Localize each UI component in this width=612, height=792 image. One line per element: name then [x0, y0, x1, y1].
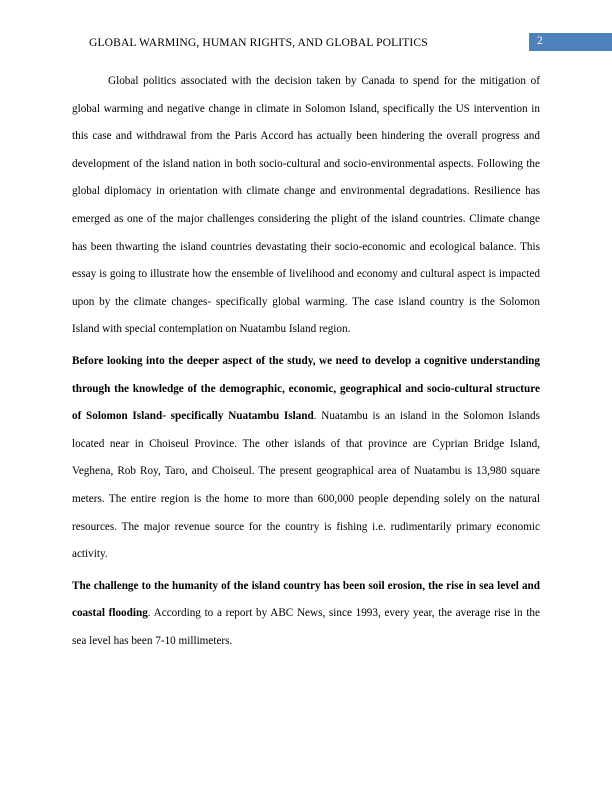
- paragraph-demographics: [72, 348, 540, 569]
- running-head: GLOBAL WARMING, HUMAN RIGHTS, AND GLOBAL POLITICS: [89, 36, 428, 49]
- paragraph-challenges-text: . According to a report by ABC News, since 1993, every year, the average rise in the sea level has been 7-10 millimeters.: [72, 607, 540, 647]
- paragraph-challenges: [72, 573, 540, 656]
- document-body: [72, 68, 540, 655]
- paragraph-demographics-text: . Nuatambu is an island in the Solomon Islands located near in Choiseul Province. The other islands of that province are Cyprian Bridge Island, Veghena, Rob Roy, Taro, and Choiseul. The present geographical area of Nuatambu is 13,980 square meters. The entire region is the home to more than 600,000 people depending solely on the natural resources. The major revenue source for the country is fishing i.e. rudimentarily primary economic activity.: [72, 410, 540, 561]
- paragraph-challenges-lead: The challenge to the humanity of the island country has been soil erosion, the rise in sea level and coastal flooding: [72, 579, 540, 620]
- paragraph-demographics-lead: Before looking into the deeper aspect of the study, we need to develop a cognitive understanding through the knowledge of the demographic, economic, geographical and socio-cultural structure of Solomon Island- specifically Nuatambu Island: [72, 354, 540, 423]
- page-number-box: [529, 33, 612, 51]
- paragraph-intro: [72, 68, 540, 344]
- paragraph-intro-text: Global politics associated with the decision taken by Canada to spend for the mitigation of global warming and negative change in climate in Solomon Island, specifically the US intervention in this case and withdrawal from the Paris Accord has actually been hindering the overall progress and development of the island nation in both socio-cultural and socio-environmental aspects. Following the global diplomacy in orientation with climate change and environmental degradations. Resilience has emerged as one of the major challenges considering the plight of the island countries. Climate change has been thwarting the island countries devastating their socio-economic and ecological balance. This essay is going to illustrate how the ensemble of livelihood and economy and cultural aspect is impacted upon by the climate changes- specifically global warming. The case island country is the Solomon Island with special contemplation on Nuatambu Island region.: [72, 75, 540, 336]
- page-number: 2: [537, 35, 543, 47]
